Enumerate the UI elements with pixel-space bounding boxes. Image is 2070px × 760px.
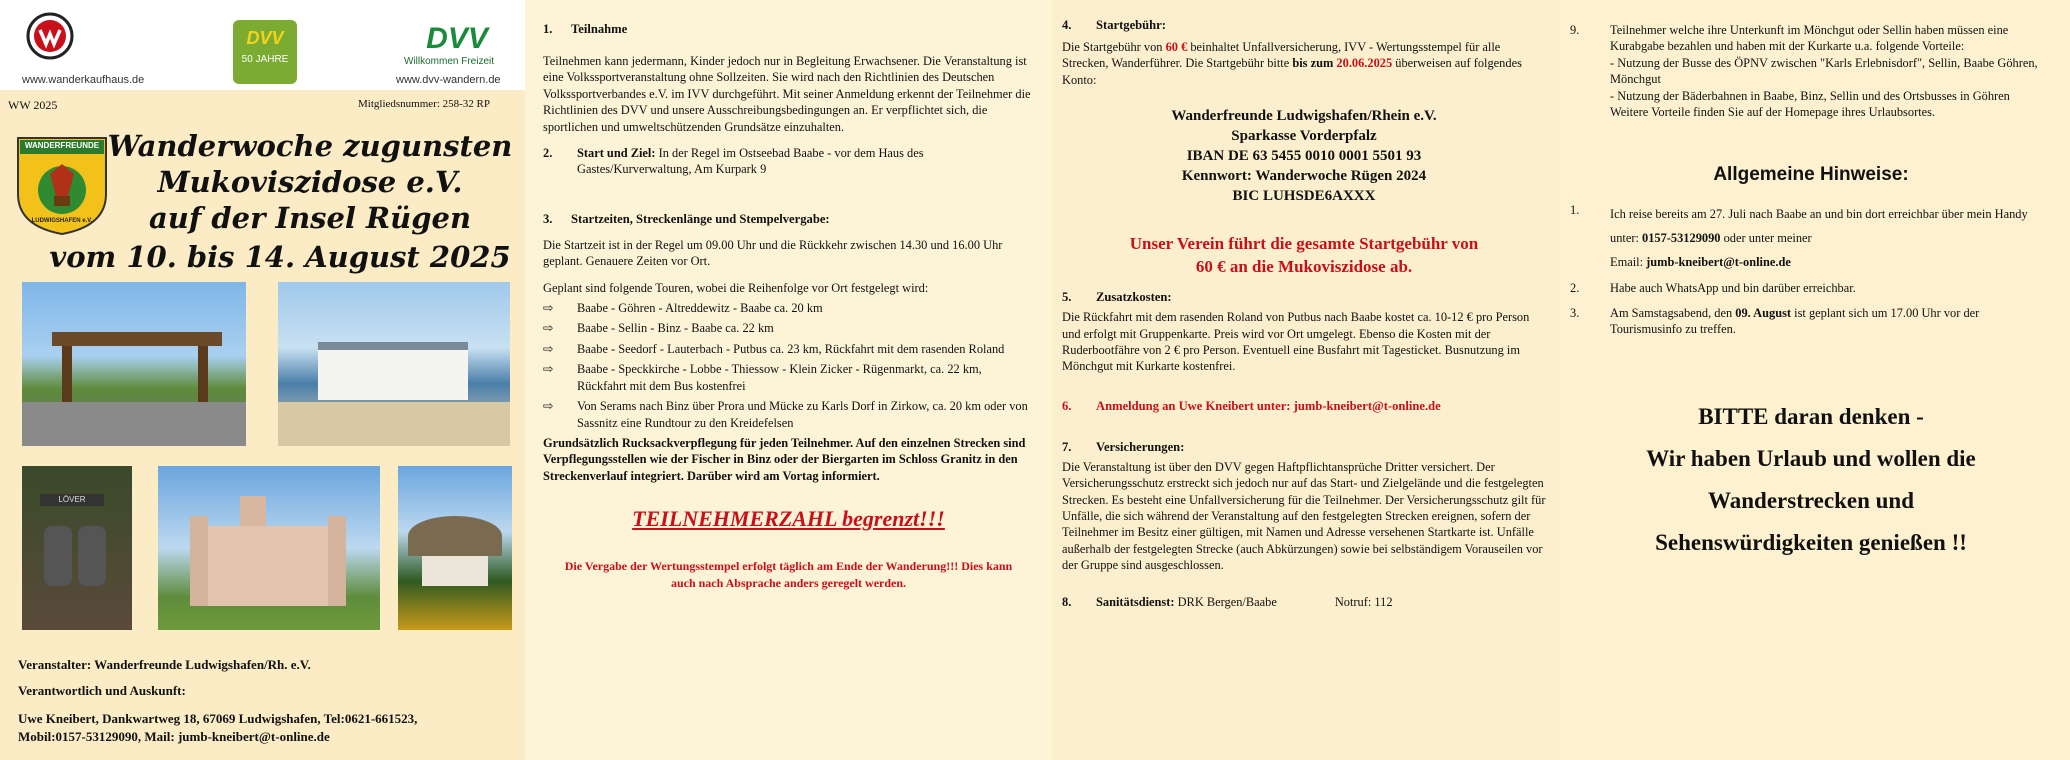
dvv-url: www.dvv-wandern.de <box>396 74 501 86</box>
section-5-text: Die Rückfahrt mit dem rasenden Roland von Putbus nach Baabe kostet ca. 10-12 € pro Person und erfolgt mit Gruppenkarte. Preis wird vor Ort umgelegt. Ebenso die Kosten mit der Ruderbootfähre von 2 € pro Person. Eventuell eine Busfahrt mit Tagesticket. Busnutzung im Mönchgut mit Kurkarte kostenfrei. <box>1062 310 1530 374</box>
tour-item <box>543 398 1034 431</box>
photo-thatched-house <box>398 466 512 630</box>
bank-account-holder: Wanderfreunde Ludwigshafen/Rhein e.V. <box>1171 108 1437 125</box>
section-4-title: Startgebühr: <box>1096 18 1166 32</box>
section-3-text: Die Startzeit ist in der Regel um 09.00 Uhr und die Rückkehr zwischen 14.30 und 16.00 Uhr geplant. Genauere Zeiten vor Ort. <box>543 237 1003 269</box>
note-1-text-b: oder unter meiner <box>1720 231 1812 246</box>
note-1-email: jumb-kneibert@t-online.de <box>1646 255 1791 270</box>
section-2 <box>543 145 1034 178</box>
donation-line-1: Unser Verein führt die gesamte Startgebühr von <box>1129 234 1479 254</box>
section-9-number: 9. <box>1570 23 1580 37</box>
club-badge <box>14 134 110 236</box>
info-column <box>1560 0 2070 760</box>
wanderkaufhaus-url: www.wanderkaufhaus.de <box>22 74 145 86</box>
section-7-title: Versicherungen: <box>1096 439 1185 454</box>
bank-bic: BIC LUHSDE6AXXX <box>1232 188 1376 205</box>
organizer-address: Uwe Kneibert, Dankwartweg 18, 67069 Ludwigshafen, Tel:0621-661523, <box>18 711 418 726</box>
bank-reference: Kennwort: Wanderwoche Rügen 2024 <box>1181 168 1427 185</box>
dvv-logo: DVV <box>426 22 488 55</box>
tour-text: Baabe - Seedorf - Lauterbach - Putbus ca. 23 km, Rückfahrt mit dem rasenden Roland <box>577 341 1005 356</box>
section-1-heading <box>543 22 1034 37</box>
section-8 <box>1062 594 1546 610</box>
section-2-title: Start und Ziel: <box>577 146 656 161</box>
section-3-text-2: Geplant sind folgende Touren, wobei die Reihenfolge vor Ort festgelegt wird: <box>543 280 929 295</box>
note-1-number: 1. <box>1570 203 1580 218</box>
title-line-3: auf der Insel Rügen <box>148 201 472 235</box>
arrow-right-icon: ⇨ <box>543 362 554 377</box>
organizer: Veranstalter: Wanderfreunde Ludwigshafen/Rh. e.V. <box>18 657 311 672</box>
note-1-phone: 0157-53129090 <box>1642 231 1721 246</box>
bank-name: Sparkasse Vorderpfalz <box>1231 128 1377 145</box>
donation-line-2: 60 € an die Mukoviszidose ab. <box>1195 257 1413 277</box>
section-9-more: Weitere Vorteile finden Sie auf der Homepage ihres Urlaubsortes. <box>1610 105 1936 120</box>
tour-item <box>543 361 1034 394</box>
section-8-text: DRK Bergen/Baabe <box>1177 594 1277 609</box>
stamp-notice: Die Vergabe der Wertungsstempel erfolgt täglich am Ende der Wanderung!!! Dies kann auch nach Absprache anders geregelt werden. <box>564 559 1013 590</box>
arrow-right-icon: ⇨ <box>543 321 554 336</box>
photo-boots <box>22 466 132 630</box>
section-3-heading <box>543 212 1034 227</box>
note-1 <box>1570 202 2052 274</box>
participant-limit: TEILNEHMERZAHL begrenzt!!! <box>632 506 945 532</box>
section-9-text: Teilnehmer welche ihre Unterkunft im Mönchgut oder Sellin haben müssen eine Kurabgabe bezahlen und haben mit der Kurkarte u.a. folgende Vorteile: <box>1610 23 2009 54</box>
section-9 <box>1570 22 2052 120</box>
section-7-number: 7. <box>1062 439 1072 454</box>
general-notes-title: Allgemeine Hinweise: <box>1713 164 1909 186</box>
note-1-text-a: Ich reise bereits am 27. Juli nach Baabe an und bin dort erreichbar über mein Handy unter: <box>1610 207 2028 246</box>
section-6-title: Anmeldung an Uwe Kneibert unter: jumb-kneibert@t-online.de <box>1096 398 1441 413</box>
fee-text-a: Die Startgebühr von <box>1062 40 1166 54</box>
note-3-number: 3. <box>1570 305 1580 320</box>
member-number: Mitgliedsnummer: 258-32 RP <box>358 98 490 110</box>
closing-message <box>1570 396 2052 564</box>
club-badge-top: WANDERFREUNDE <box>24 141 100 150</box>
section-4-heading <box>1062 18 1546 33</box>
section-3-title: Startzeiten, Streckenlänge und Stempelvergabe: <box>571 211 830 226</box>
note-3-text-b: ist geplant sich um 17.00 Uhr vor der Tourismusinfo zu treffen. <box>1610 305 1980 337</box>
note-2 <box>1570 280 2052 296</box>
section-5-number: 5. <box>1062 290 1072 305</box>
section-1-title: Teilnahme <box>571 22 628 36</box>
dvv-50-brand: DVV <box>246 28 284 48</box>
dvv-slogan: Willkommen Freizeit <box>404 56 495 67</box>
verpflegung-text: Grundsätzlich Rucksackverpflegung für jeden Teilnehmer. Auf den einzelnen Strecken sind Verpflegungsstellen wie der Fischer in Binz oder der Biergarten im Schloss Granitz in den Streckenverlauf integriert. Darüber wird am Vortag informiert. <box>543 435 1026 483</box>
photo-sellin-pier <box>278 282 510 446</box>
bank-iban: IBAN DE 63 5455 0010 0001 5501 93 <box>1186 148 1422 165</box>
note-2-number: 2. <box>1570 281 1580 296</box>
tour-item <box>543 300 1034 316</box>
closing-line-1: BITTE daran denken - <box>1698 403 1924 429</box>
tour-text: Baabe - Sellin - Binz - Baabe ca. 22 km <box>577 321 774 336</box>
section-2-text: In der Regel im Ostseebad Baabe - vor dem Haus des Gastes/Kurverwaltung, Am Kurpark 9 <box>577 146 924 177</box>
dvv-50-years: 50 JAHRE <box>241 54 289 65</box>
event-dates: vom 10. bis 14. August 2025 <box>49 240 511 274</box>
tour-text: Baabe - Göhren - Altreddewitz - Baabe ca. 20 km <box>577 301 823 316</box>
club-badge-bottom: LUDWIGSHAFEN e.V. <box>31 218 93 224</box>
section-7-heading <box>1062 440 1546 455</box>
bank-details <box>1062 106 1546 206</box>
fee-text-c: überweisen auf folgendes Konto: <box>1062 56 1522 87</box>
tour-text: Von Serams nach Binz über Prora und Mücke zu Karls Dorf in Zirkow, ca. 20 km oder von Sassnitz eine Rundtour zu den Kreidefelsen <box>577 399 1028 430</box>
tour-item <box>543 341 1034 357</box>
organizer-contact: Mobil:0157-53129090, Mail: jumb-kneibert@t-online.de <box>18 729 330 744</box>
rules-column <box>525 0 1052 760</box>
fee-text-b: beinhaltet Unfallversicherung, IVV - Wertungsstempel für alle Strecken, Wanderführer. Die Startgebühr bitte <box>1062 40 1501 71</box>
donation-notice <box>1062 232 1546 278</box>
section-1-text: Teilnehmen kann jedermann, Kinder jedoch nur in Begleitung Erwachsener. Die Veranstaltung ist eine Volkssportveranstaltung ohne Sollzeiten. Sie wird nach den Richtlinien des Deutschen Volkssportverbandes e.V. im IVV durchgeführt. Mit seiner Anmeldung erkennt der Teilnehmer die Richtlinien des DVV und unsere Ausschreibungsbedingungen an. Er verpflichtet sich, die sportlichen und umweltschützenden Grundsätze einzuhalten. <box>543 54 1031 134</box>
note-2-text: Habe auch WhatsApp und bin darüber erreichbar. <box>1610 281 1856 296</box>
fees-column <box>1052 0 1560 760</box>
note-1-email-label: Email: <box>1610 255 1647 270</box>
fee-deadline-date: 20.06.2025 <box>1336 56 1393 71</box>
section-4-text <box>1062 39 1546 88</box>
arrow-right-icon: ⇨ <box>543 399 554 414</box>
closing-line-4: Sehenswürdigkeiten genießen !! <box>1655 529 1967 555</box>
section-4-number: 4. <box>1062 18 1072 32</box>
dvv-50-logo <box>233 20 297 84</box>
arrow-right-icon: ⇨ <box>543 341 554 356</box>
section-9-bullet-2: - Nutzung der Bäderbahnen in Baabe, Binz, Sellin und des Ortsbusses in Göhren <box>1610 88 2010 103</box>
closing-line-3: Wanderstrecken und <box>1708 487 1914 513</box>
section-6-number: 6. <box>1062 398 1072 413</box>
event-title <box>100 128 520 236</box>
closing-line-2: Wir haben Urlaub und wollen die <box>1646 445 1976 471</box>
photo-sign: LÖVER <box>40 494 104 506</box>
ww-label: WW 2025 <box>8 98 58 112</box>
cover-column <box>0 0 525 760</box>
section-8-number: 8. <box>1062 594 1072 609</box>
section-3-number: 3. <box>543 211 553 226</box>
arrow-right-icon: ⇨ <box>543 301 554 316</box>
fee-deadline-label: bis zum <box>1292 56 1334 71</box>
logo-strip <box>0 0 525 90</box>
section-6-heading <box>1062 399 1546 414</box>
note-3 <box>1570 305 2052 338</box>
photo-castle <box>158 466 380 630</box>
section-5-title: Zusatzkosten: <box>1096 290 1172 305</box>
emergency-number: Notruf: 112 <box>1334 594 1393 609</box>
fee-amount: 60 € <box>1165 40 1188 54</box>
note-3-date: 09. August <box>1735 305 1792 320</box>
photo-gateway <box>22 282 246 446</box>
section-8-title: Sanitätsdienst: <box>1096 594 1175 609</box>
section-2-number: 2. <box>543 146 553 161</box>
section-5-heading <box>1062 290 1546 305</box>
tour-text: Baabe - Speckkirche - Lobbe - Thiessow - Klein Zicker - Rügenmarkt, ca. 22 km, Rückfahrt mit dem Bus kostenfrei <box>577 362 982 393</box>
title-line-1: Wanderwoche zugunsten <box>107 129 513 163</box>
tour-item <box>543 320 1034 336</box>
title-line-2: Mukoviszidose e.V. <box>157 165 463 199</box>
section-1-number: 1. <box>543 22 553 36</box>
note-3-text-a: Am Samstagsabend, den <box>1610 305 1736 320</box>
section-7-text: Die Veranstaltung ist über den DVV gegen Haftpflichtansprüche Dritter versichert. Der Versicherungsschutz erstreckt sich jedoch nur auf das Start- und Zielgelände und die festgelegten Strecken. Es besteht eine Unfallversicherung für die Teilnehmer. Der Versicherungsschutz gilt für Unfälle, die sich während der Veranstaltung auf den festgelegten Strecken ereignen, sofern der Teilnehmer im Besitz einer gültigen, mit Namen und Adresse versehenen Startkarte ist. Unfälle außerhalb der festgelegten Strecke (auch Abkürzungen) sowie bei selbständigem Vorauseilen vor der Gruppe sind ausgeschlossen. <box>1062 459 1546 573</box>
section-9-bullet-1: - Nutzung der Busse des ÖPNV zwischen "Karls Erlebnisdorf", Sellin, Baabe Göhren, Mönchgut <box>1610 55 2038 87</box>
responsible-label: Verantwortlich und Auskunft: <box>18 683 186 698</box>
